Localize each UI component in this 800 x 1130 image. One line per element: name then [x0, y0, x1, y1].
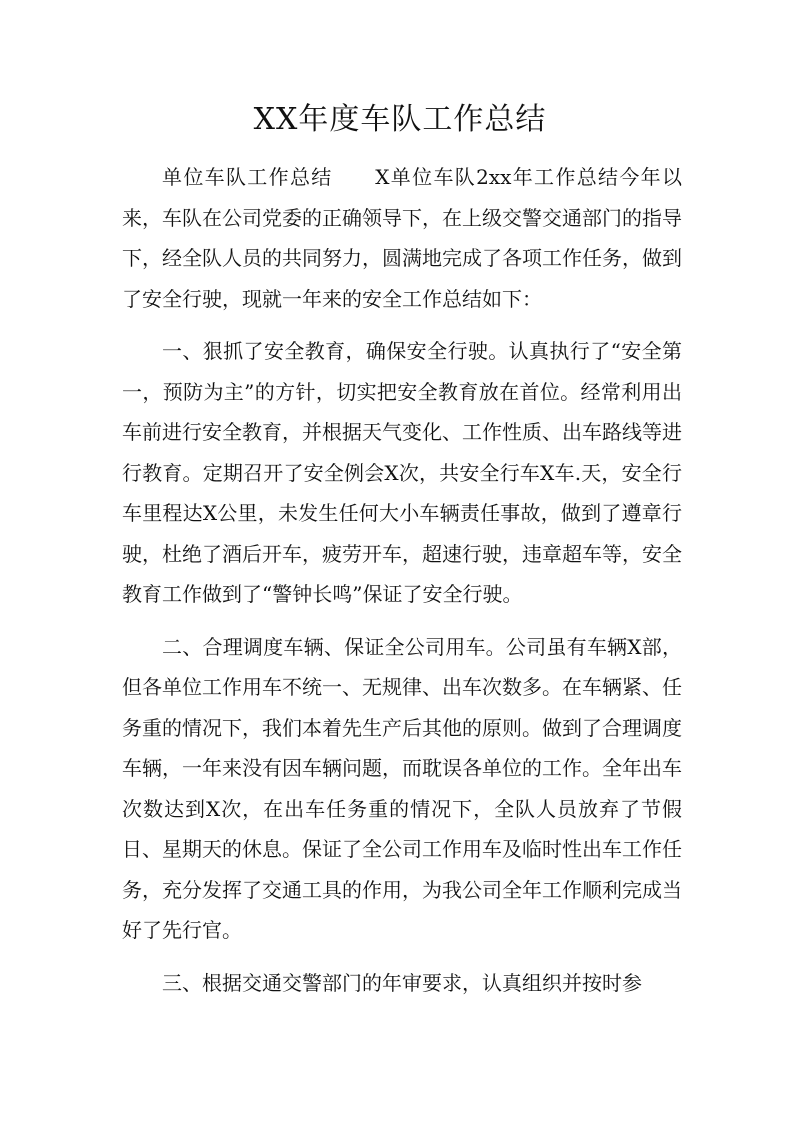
paragraph-annual-inspection: 三、根据交通交警部门的年审要求，认真组织并按时参 [162, 970, 642, 995]
paragraph-intro: 单位车队工作总结 X单位车队2xx年工作总结今年以来，车队在公司党委的正确领导下，在上级交警交通部门的指导下，经全队人员的共同努力，圆满地完成了各项工作任务，做到了安全行驶，现就一年来的安全工作总结如下： [122, 165, 682, 311]
paragraph-safety-education: 一、狠抓了安全教育，确保安全行驶。认真执行了“安全第一，预防为主”的方针，切实把安全教育放在首位。经常利用出车前进行安全教育，并根据天气变化、工作性质、出车路线等进行教育。定期召开了安全例会X次，共安全行车X车.天，安全行车里程达X公里，未发生任何大小车辆责任事故，做到了遵章行驶，杜绝了酒后开车，疲劳开车，超速行驶，违章超车等，安全教育工作做到了“警钟长鸣”保证了安全行驶。 [122, 339, 682, 606]
paragraph-vehicle-dispatch: 二、合理调度车辆、保证全公司用车。公司虽有车辆X部，但各单位工作用车不统一、无规律、出车次数多。在车辆紧、任务重的情况下，我们本着先生产后其他的原则。做到了合理调度车辆，一年来没有因车辆问题，而耽误各单位的工作。全年出车次数达到X次，在出车任务重的情况下，全队人员放弃了节假日、星期天的休息。保证了全公司工作用车及临时性出车工作任务，充分发挥了交通工具的作用，为我公司全年工作顺利完成当好了先行官。 [122, 634, 682, 942]
document-body [122, 157, 682, 1003]
document-title: XX年度车队工作总结 [253, 102, 547, 137]
